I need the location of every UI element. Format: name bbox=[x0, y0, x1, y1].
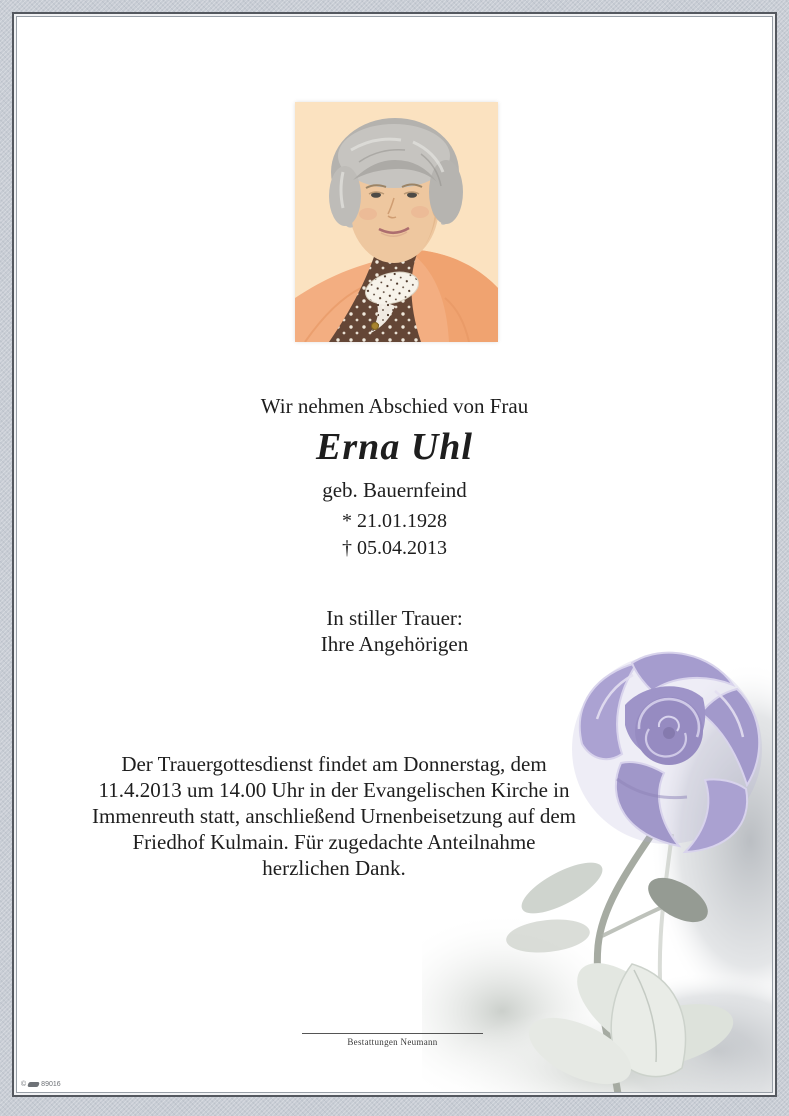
portrait-photo bbox=[295, 102, 498, 342]
funeral-home-signature bbox=[302, 1033, 483, 1047]
maiden-name: geb. Bauernfeind bbox=[322, 478, 467, 502]
print-number: 89016 bbox=[41, 1081, 61, 1088]
intro-line: Wir nehmen Abschied von Frau bbox=[260, 394, 529, 418]
card-border-frame bbox=[12, 12, 777, 1097]
deceased-name: Erna Uhl bbox=[316, 426, 473, 468]
mourning-heading: In stiller Trauer: bbox=[326, 606, 463, 630]
gold-pin bbox=[372, 323, 379, 330]
funeral-home-name: Bestattungen Neumann bbox=[347, 1037, 438, 1047]
signature-divider bbox=[302, 1033, 483, 1034]
portrait-woman-illustration bbox=[295, 102, 498, 342]
death-date: † 05.04.2013 bbox=[342, 537, 447, 559]
mourning-family: Ihre Angehörigen bbox=[320, 632, 469, 656]
print-code bbox=[21, 1081, 61, 1088]
birth-date: * 21.01.1928 bbox=[342, 510, 447, 532]
memorial-card bbox=[16, 16, 773, 1093]
service-notice: Der Trauergottesdienst findet am Donnerstag, dem 11.4.2013 um 14.00 Uhr in der Evangelischen Kirche in Immenreuth statt, anschließend Urnenbeisetzung auf dem Friedhof Kulmain. Für zugedachte Anteilnahme herzlichen Dank. bbox=[91, 752, 576, 880]
copyright-symbol: © bbox=[21, 1081, 27, 1088]
printer-logo-icon bbox=[27, 1082, 40, 1087]
